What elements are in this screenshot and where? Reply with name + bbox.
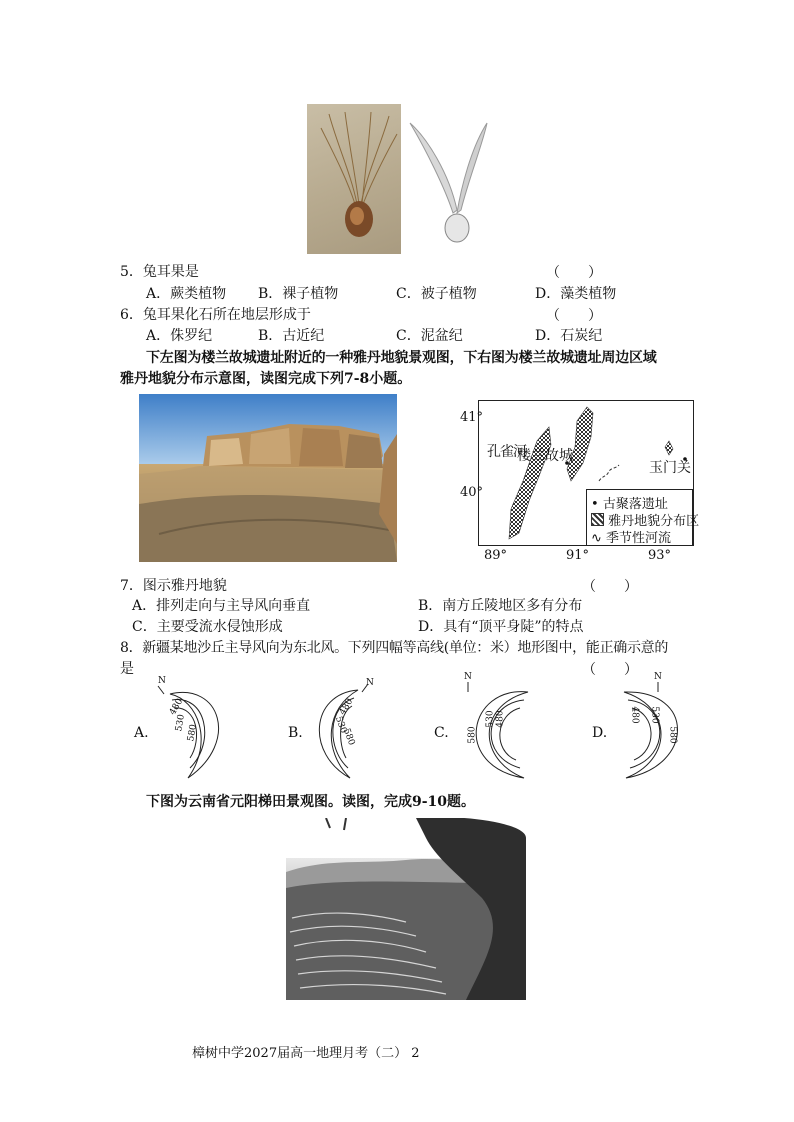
q8-option-b[interactable]: B. — [288, 725, 303, 741]
lon-89-label: 89° — [484, 548, 508, 563]
north-arrow-icon: N — [366, 678, 374, 688]
q6-option-d[interactable]: D．石炭纪 — [535, 328, 603, 344]
q7-option-a[interactable]: A．排列走向与主导风向垂直 — [132, 598, 311, 614]
q5-option-a[interactable]: A．蕨类植物 — [146, 286, 227, 302]
contour-label: 480 — [337, 697, 356, 717]
dune-diagram-a[interactable] — [150, 676, 240, 780]
q5-option-b[interactable]: B．裸子植物 — [258, 286, 339, 302]
lon-93-label: 93° — [648, 548, 672, 563]
intro-7-8-line1: 下左图为楼兰故城遗址附近的一种雅丹地貌景观图，下右图为楼兰故城遗址周边区域 — [146, 350, 657, 366]
north-arrow-icon: N — [158, 676, 166, 686]
contour-label: 580 — [467, 726, 478, 744]
dune-diagram-b[interactable] — [310, 678, 380, 780]
lat-40-label: 40° — [460, 485, 484, 500]
legend-settlement: 古聚落遗址 — [602, 497, 668, 512]
q7-option-d[interactable]: D．具有“顶平身陡”的特点 — [418, 619, 584, 635]
north-arrow-icon: N — [654, 672, 662, 682]
contour-label: 530 — [174, 713, 188, 733]
contour-label: 580 — [340, 727, 357, 747]
legend-yardang-area: 雅丹地貌分布区 — [608, 514, 700, 529]
q5-option-c[interactable]: C．被子植物 — [396, 286, 477, 302]
q7-option-c[interactable]: C．主要受流水侵蚀形成 — [132, 619, 283, 635]
q8-option-a[interactable]: A. — [134, 725, 149, 741]
q8-option-d[interactable]: D. — [592, 725, 608, 741]
dune-diagram-d[interactable] — [616, 672, 692, 780]
q5-stem: 5．兔耳果是 — [120, 264, 199, 280]
contour-label: 530 — [332, 715, 349, 735]
dune-diagram-c[interactable] — [458, 672, 540, 780]
q6-option-c[interactable]: C．泥盆纪 — [396, 328, 463, 344]
q6-option-b[interactable]: B．古近纪 — [258, 328, 325, 344]
yardang-distribution-map — [478, 400, 700, 546]
intro-7-8-line2: 雅丹地貌分布示意图，读图完成下列7-8小题。 — [120, 371, 412, 387]
seasonal-river-icon: ∿ — [591, 531, 602, 546]
legend-seasonal-river: 季节性河流 — [606, 531, 672, 546]
lon-91-label: 91° — [566, 548, 590, 563]
q7-answer-paren[interactable]: （ ） — [582, 579, 638, 595]
q8-stem-line2: 是 — [120, 661, 134, 677]
contour-label: 480 — [495, 710, 506, 728]
q7-stem: 7．图示雅丹地貌 — [120, 578, 227, 594]
fossil-photo — [307, 104, 401, 254]
contour-label: 530 — [649, 706, 660, 724]
yardang-photo — [139, 394, 397, 562]
contour-label: 580 — [186, 723, 200, 743]
seed-drawing — [405, 118, 495, 248]
q6-answer-paren[interactable]: （ ） — [546, 308, 602, 324]
terrace-photo — [286, 818, 526, 1000]
intro-9-10: 下图为云南省元阳梯田景观图。读图，完成9-10题。 — [146, 794, 476, 810]
lat-41-label: 41° — [460, 410, 484, 425]
q8-option-c[interactable]: C. — [434, 725, 449, 741]
q5-option-d[interactable]: D．藻类植物 — [535, 286, 617, 302]
page-footer: 樟树中学2027届高一地理月考（二） 2 — [192, 1046, 420, 1061]
contour-label: 480 — [629, 706, 640, 724]
q6-stem: 6．兔耳果化石所在地层形成于 — [120, 307, 311, 323]
place-loulan: 楼兰故城 — [517, 448, 573, 464]
contour-label: 530 — [485, 710, 496, 728]
q8-stem-line1: 8．新疆某地沙丘主导风向为东北风。下列四幅等高线(单位：米）地形图中，能正确示意的 — [120, 640, 669, 656]
north-arrow-icon: N — [464, 672, 472, 682]
q7-option-b[interactable]: B．南方丘陵地区多有分布 — [418, 598, 583, 614]
place-yumen: 玉门关 — [649, 460, 691, 476]
hatch-icon — [591, 513, 604, 526]
q6-option-a[interactable]: A．侏罗纪 — [146, 328, 213, 344]
dot-icon: • — [591, 497, 599, 512]
place-kongque-river: 孔雀河 — [487, 444, 526, 460]
q5-answer-paren[interactable]: （ ） — [546, 265, 602, 281]
contour-label: 480 — [167, 697, 186, 717]
q8-answer-paren[interactable]: （ ） — [582, 662, 638, 678]
contour-label: 580 — [667, 726, 678, 744]
